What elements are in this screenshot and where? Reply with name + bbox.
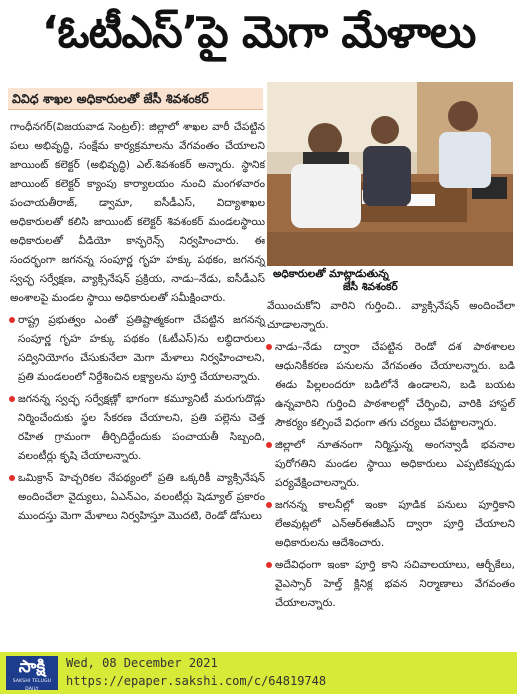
bullet-paragraph-secretariats: అదేవిధంగా ఇంకా పూర్తి కాని సచివాలయాలు, ఆర్బీకేలు, వైఎస్సార్ హెల్త్ క్లినిక్ల భవన నిర్మాణాలు వేగవంతం చేయాలన్నారు. <box>267 556 515 613</box>
logo-tagline: SAKSHI TELUGU DAILY <box>12 679 52 692</box>
headline: ‘ఓటీఎస్’పై మెగా మేళాలు <box>41 7 476 58</box>
bullet-paragraph-vaccination: ఒమిక్రాన్ హెచ్చరికల నేపథ్యంలో ప్రతి ఒక్కరికీ వ్యాక్సినేషన్ అందించేలా వైద్యులు, ఏఎన్ఎం, వలంటీర్లు షెడ్యూల్ ప్రకారం ముందస్తు మెగా మేళాలు నిర్వహిస్తూ మొదటి, రెండో డోసులు <box>10 469 265 526</box>
photo-caption-line2: జేసీ శివశంకర్ <box>343 281 398 293</box>
logo-text: సాక్షి <box>18 657 46 677</box>
meeting-photo-illustration <box>267 82 513 266</box>
publish-date: Wed, 08 December 2021 <box>66 656 218 670</box>
bullet-paragraph-colonies: జగనన్న కాలనీల్లో ఇంకా పూడిక పనులు పూర్తికాని లేఅవుట్లలో ఎన్ఆర్ఈజీఎస్ ద్వారా పూర్తి చేయాలని అధికారులను ఆదేశించారు. <box>267 496 515 553</box>
bullet-paragraph-anganwadi: జిల్లాలో నూతనంగా నిర్మిస్తున్న అంగన్వాడీ భవనాల పురోగతిని మండల స్థాయి అధికారులు ఎప్పటికప్పుడు పర్యవేక్షించాలన్నారు. <box>267 436 515 493</box>
bullet-paragraph-swachh: జగనన్న స్వచ్ఛ సర్వేక్షణ్లో భాగంగా కమ్యూనిటీ మరుగుదొడ్లు నిర్మించేందుకు స్థల సేకరణ చేయాలని, ప్రతి పల్లెను చెత్త రహిత గ్రామంగా తీర్చిదిద్దేందుకు పంచాయతీ సిబ్బంది, వలంటీర్లు కృషి చేయాలన్నారు. <box>10 390 265 466</box>
sakshi-logo <box>6 656 58 690</box>
meeting-photo <box>267 82 513 266</box>
left-column <box>10 118 265 529</box>
epaper-footer <box>0 652 517 694</box>
right-column <box>267 297 515 616</box>
bullet-paragraph-nadu-nedu: నాడు–నేడు ద్వారా చేపట్టిన రెండో దశ పాఠశాలల ఆధునికీకరణ పనులను వేగవంతం చేయాలన్నారు. బడి ఈడు పిల్లలందరూ బడిలోనే ఉండాలని, బడి బయట ఉన్నవారిని గుర్తించి పాఠశాలల్లో చేర్పించి, వారికి హాస్టల్ సౌకర్యం కల్పించే విధంగా తగు చర్యలు చేపట్టాలన్నారు. <box>267 338 515 433</box>
kicker-subhead: వివిధ శాఖల అధికారులతో జేసీ శివశంకర్ <box>8 88 263 110</box>
intro-paragraph: గాంధీనగర్(విజయవాడ సెంట్రల్): జిల్లాలో శాఖల వారీ చేపట్టిన పలు అభివృద్ధి, సంక్షేమ కార్యక్రమాలను వేగవంతం చేయాలని జాయింట్ కలెక్టర్ (అభివృద్ధి) ఎల్.శివశంకర్ అన్నారు. స్థానిక జాయింట్ కలెక్టర్ క్యాంపు కార్యాలయం నుంచి మంగళవారం పంచాయతీరాజ్, డ్వామా, ఐసీడీఎస్, విద్యాశాఖల అధికారులతో కలిసి జాయింట్ కలెక్టర్ శివశంకర్ మండలస్థాయి అధికారులతో వీడియో కాన్ఫరెన్స్ నిర్వహించారు. ఈ సందర్భంగా జగనన్న సంపూర్ణ గృహ హక్కు పథకం, జగనన్న స్వచ్ఛ సర్వేక్షణ, వ్యాక్సినేషన్ ప్రక్రియ, నాడు–నేడు, ఐసీడీఎస్ అంశాలపై మండల స్థాయి అధికారులతో సమీక్షించారు. <box>10 121 265 304</box>
epaper-link[interactable]: https://epaper.sakshi.com/c/64819748 <box>66 674 327 688</box>
photo-caption-line1: అధికారులతో మాట్లాడుతున్న <box>273 268 389 280</box>
photo-caption <box>267 268 513 294</box>
continued-paragraph: వేయించుకోని వారిని గుర్తించి.. వ్యాక్సినేషన్ అందించేలా చూడాలన్నారు. <box>267 300 515 331</box>
bullet-paragraph-ots: రాష్ట్ర ప్రభుత్వం ఎంతో ప్రతిష్టాత్మకంగా చేపట్టిన జగనన్న సంపూర్ణ గృహ హక్కు పథకం (ఓటీఎస్)ను లబ్ధిదారులు సద్వినియోగం చేసుకునేలా మెగా మేళాలు నిర్వహించాలని, ప్రతి మండలంలో నిర్దేశించిన లక్ష్యాలను పూర్తి చేయాలన్నారు. <box>10 311 265 387</box>
